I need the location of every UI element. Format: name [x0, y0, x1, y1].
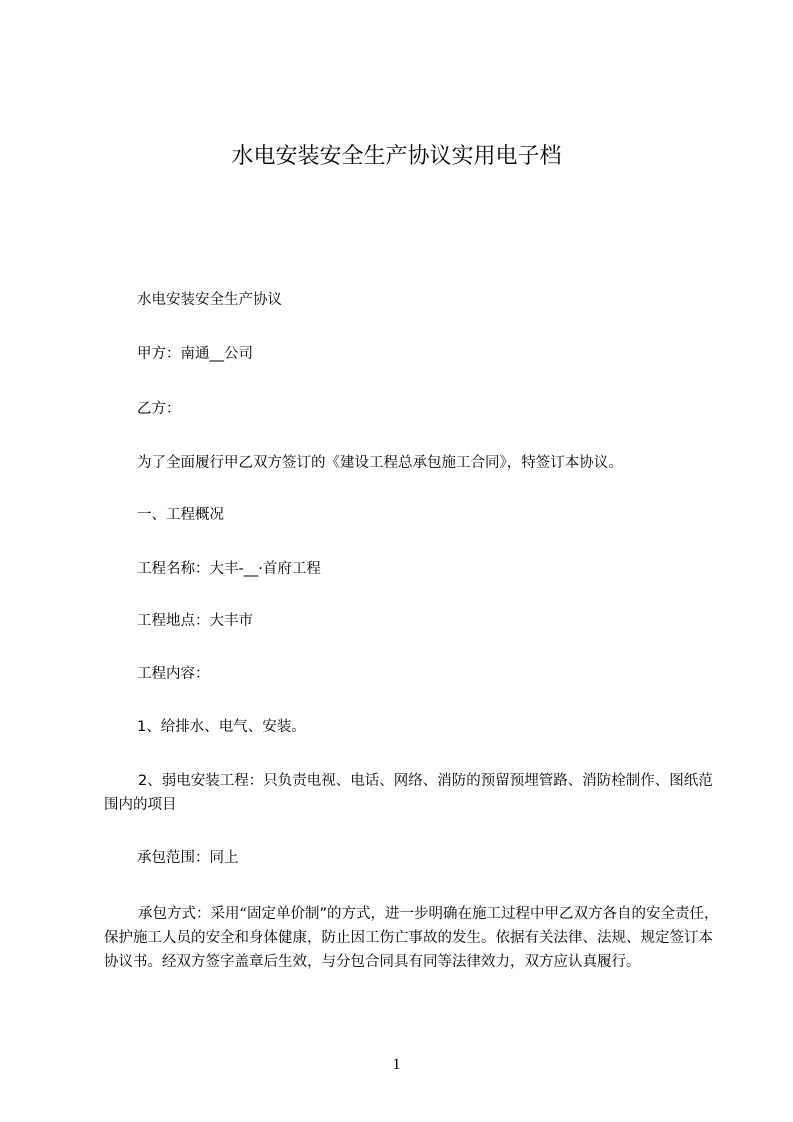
contract-scope: 承包范围：同上 — [137, 850, 239, 866]
page-number: 1 — [392, 1056, 401, 1073]
project-content: 工程内容： — [137, 666, 210, 682]
agreement-name: 水电安装安全生产协议 — [137, 292, 282, 308]
document-title: 水电安装安全生产协议实用电子档 — [231, 144, 562, 169]
item-2: 2、弱电安装工程：只负责电视、电话、网络、消防的预留预埋管路、消防栓制作、图纸范围内的项目 — [104, 773, 713, 813]
item-1: 1、给排水、电气、安装。 — [137, 719, 306, 735]
contract-method: 承包方式：采用“固定单价制”的方式，进一步明确在施工过程中甲乙双方各自的安全责任，保护施工人员的安全和身体健康，防止因工伤亡事故的发生。依据有关法律、法规、规定签订本协议书。经双方签字盖章后生效，与分包合同具有同等法律效力，双方应认真履行。 — [104, 906, 719, 970]
project-location: 工程地点：大丰市 — [137, 613, 253, 629]
purpose-paragraph: 为了全面履行甲乙双方签订的《建设工程总承包施工合同》，特签订本协议。 — [137, 455, 623, 471]
party-b: 乙方： — [137, 401, 181, 417]
section-1-heading: 一、工程概况 — [137, 507, 224, 523]
project-name: 工程名称：大丰-__·首府工程 — [137, 561, 321, 577]
party-a: 甲方：南通__公司 — [137, 346, 253, 362]
